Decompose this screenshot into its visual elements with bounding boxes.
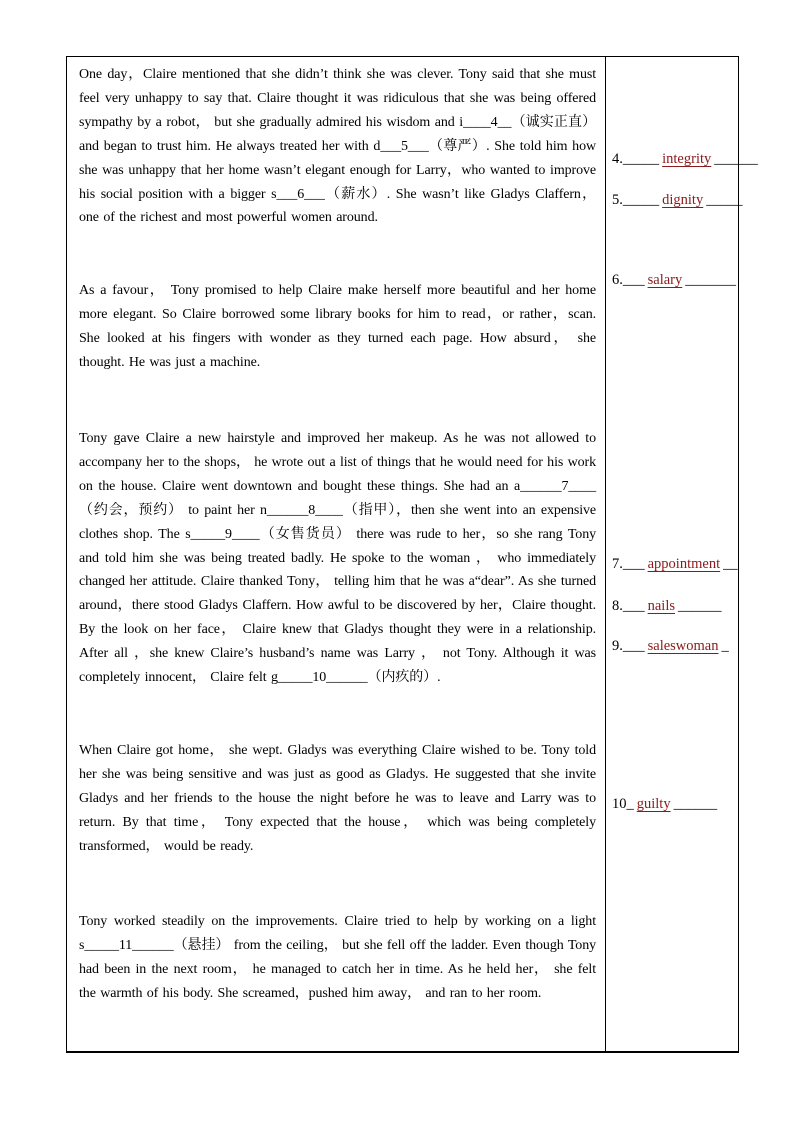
answer-item-10	[612, 794, 736, 814]
passage-paragraph-2: As a favour， Tony promised to help Claire make herself more beautiful and her home more elegant. So Claire borrowed some library books for him to read，or rather，scan. She looked at his fingers with wonder as they turned each page. How absurd， she thought. He was just a machine.	[79, 283, 596, 370]
passage-paragraph-1: One day，Claire mentioned that she didn’t think she was clever. Tony said that she must feel very unhappy to say that. Claire thought it was ridiculous that she was being offered sympathy by a robot， but she gradually admired his wisdom and i____4__（诚实正直） and began to trust him. He always treated her with d___5___（尊严）. She told him how she was unhappy that her home wasn’t elegant enough for Larry，who wanted to improve his social position with a bigger s___6___（薪水）. She wasn’t like Gladys Claffern， one of the richest and most powerful women around.	[79, 67, 596, 226]
answer-blank-suffix: ______	[714, 151, 758, 167]
answer-blank-prefix: ___	[622, 272, 645, 288]
answer-blank-suffix: _____	[706, 192, 743, 208]
answer-item-7	[612, 554, 736, 574]
answer-blank-suffix: _	[721, 638, 729, 654]
answer-item-9	[612, 636, 736, 656]
answer-word: appointment	[647, 556, 721, 572]
answer-number: 5.	[612, 192, 623, 208]
answer-blank-prefix: ___	[622, 556, 645, 572]
answer-word: dignity	[662, 192, 704, 208]
passage-column	[67, 57, 606, 1051]
answers-column	[606, 57, 758, 1051]
answer-blank-prefix: ___	[622, 638, 645, 654]
answer-item-6	[612, 270, 736, 290]
answer-blank-prefix: _	[626, 796, 634, 812]
answer-blank-suffix: _______	[685, 272, 736, 288]
answer-number: 6.	[612, 272, 623, 288]
answer-number: 9.	[612, 638, 623, 654]
answer-number: 7.	[612, 556, 623, 572]
answer-item-5	[612, 190, 743, 210]
answer-word: guilty	[636, 796, 671, 812]
answer-item-8	[612, 596, 736, 616]
answer-blank-prefix: ___	[622, 598, 645, 614]
answer-word: integrity	[662, 151, 712, 167]
answer-word: salary	[647, 272, 683, 288]
answer-word: saleswoman	[647, 638, 719, 654]
answer-number: 10	[612, 796, 627, 812]
answer-blank-prefix: _____	[622, 192, 660, 208]
passage-paragraph-4: When Claire got home， she wept. Gladys was everything Claire wished to be. Tony told her she was being sensitive and was just as good as Gladys. He suggested that she invite Gladys and her friends to the house the night before he was to leave and Larry was to return. By that time， Tony expected that the house， which was being completely transformed， would be ready.	[79, 743, 596, 854]
answer-blank-suffix: ______	[673, 796, 718, 812]
passage-paragraph-5: Tony worked steadily on the improvements. Claire tried to help by working on a light s_____11______（悬挂） from the ceiling， but she fell off the ladder. Even though Tony had been in the next room， he managed to catch her in time. As he held her， she felt the warmth of his body. She screamed，pushed him away， and ran to her room.	[79, 914, 596, 1001]
answer-item-4	[612, 149, 758, 169]
worksheet-table	[66, 56, 758, 1053]
answer-number: 8.	[612, 598, 623, 614]
answer-blank-suffix: ______	[678, 598, 722, 614]
answer-number: 4.	[612, 151, 623, 167]
passage-paragraph-3: Tony gave Claire a new hairstyle and improved her makeup. As he was not allowed to accompany her to the shops， he wrote out a list of things that he would need for his work on the house. Claire went downtown and bought these things. She had an a______7____（约会，预约） to paint her n______8____（指甲），then she went into an expensive clothes shop. The s_____9____（女售货员） there was rude to her，so she rang Tony and told him she was being treated badly. He spoke to the woman ， who immediately changed her attitude. Claire thanked Tony， telling him that he was a“dear”. As she turned around，there stood Gladys Claffern. How awful to be discovered by her，Claire thought. By the look on her face， Claire knew that Gladys thought they were in a relationship. After all ，she knew Claire’s husband’s name was Larry ， not Tony. Although it was completely innocent， Claire felt g_____10______（内疚的）.	[79, 431, 596, 686]
answer-word: nails	[647, 598, 676, 614]
answer-blank-prefix: _____	[622, 151, 660, 167]
answer-blank-suffix: __	[723, 556, 738, 572]
